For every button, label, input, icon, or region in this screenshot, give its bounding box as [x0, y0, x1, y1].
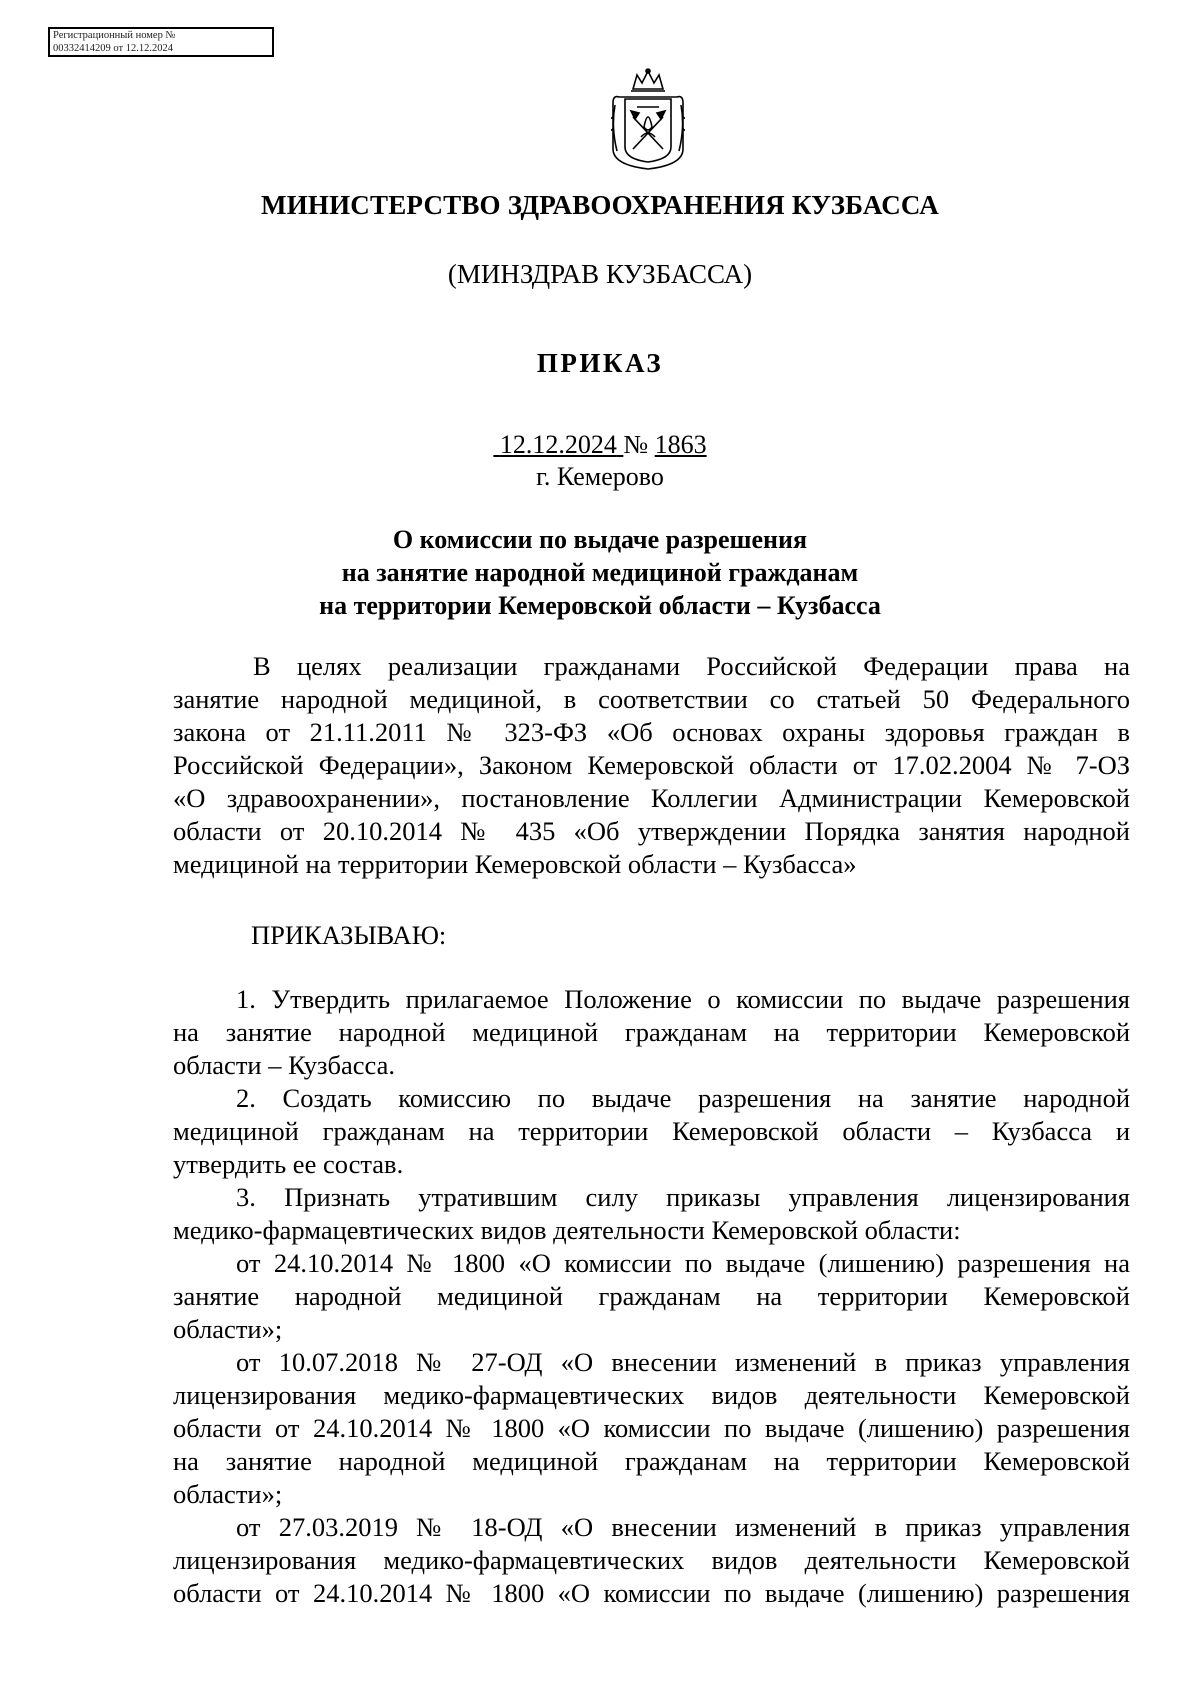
preamble-line: занятие народной медициной, в соответствии со статьей 50 Федерального [173, 684, 1130, 714]
kuzbass-coat-of-arms-icon [611, 67, 685, 171]
ministry-name: МИНИСТЕРСТВО ЗДРАВООХРАНЕНИЯ КУЗБАССА [261, 190, 939, 220]
repealed-order-2-line: области»; [173, 1479, 283, 1509]
ordering-word: ПРИКАЗЫВАЮ: [251, 920, 447, 950]
number-sign: № [623, 430, 649, 459]
order-items [173, 983, 1130, 1610]
preamble-line: «О здравоохранении», постановление Коллегии Администрации Кемеровской [173, 783, 1130, 813]
item-2-line: 2. Создать комиссию по выдаче разрешения на занятие народной [236, 1083, 1130, 1113]
preamble-line: медициной на территории Кемеровской области – Кузбасса» [173, 849, 857, 879]
preamble-line: В целях реализации гражданами Российской Федерации права на [253, 651, 1130, 681]
document-type-title: ПРИКАЗ [536, 348, 664, 378]
repealed-order-2-line: от 10.07.2018 № 27-ОД «О внесении изменений в приказ управления [236, 1347, 1130, 1377]
repealed-order-2-line: лицензирования медико-фармацевтических видов деятельности Кемеровской [173, 1380, 1130, 1410]
preamble-line: Российской Федерации», Законом Кемеровской области от 17.02.2004 № 7-ОЗ [173, 750, 1130, 780]
repealed-order-1-line: области»; [173, 1314, 283, 1344]
item-1-line: области – Кузбасса. [173, 1050, 395, 1080]
repealed-order-3-line: от 27.03.2019 № 18-ОД «О внесении изменений в приказ управления [236, 1512, 1130, 1542]
item-1-line: на занятие народной медициной гражданам на территории Кемеровской [173, 1017, 1130, 1047]
repealed-order-2-line: на занятие народной медициной гражданам на территории Кемеровской [173, 1446, 1130, 1476]
item-2-line: медициной гражданам на территории Кемеровской области – Кузбасса и [173, 1116, 1130, 1146]
registration-label: Регистрационный номер № [53, 30, 176, 41]
ministry-short-name: (МИНЗДРАВ КУЗБАССА) [447, 259, 753, 289]
preamble-paragraph [173, 650, 1130, 881]
preamble-line: области от 20.10.2014 № 435 «Об утверждении Порядка занятия народной [173, 816, 1130, 846]
order-number: 1863 [654, 430, 707, 459]
repealed-order-3-line: области от 24.10.2014 № 1800 «О комиссии по выдаче (лишению) разрешения [173, 1578, 1130, 1608]
repealed-order-2-line: области от 24.10.2014 № 1800 «О комиссии по выдаче (лишению) разрешения [173, 1413, 1130, 1443]
item-1-line: 1. Утвердить прилагаемое Положение о комиссии по выдаче разрешения [236, 984, 1130, 1014]
item-3-line: медико-фармацевтических видов деятельности Кемеровской области: [173, 1215, 961, 1245]
city: г. Кемерово [536, 462, 664, 491]
repealed-order-1-line: от 24.10.2014 № 1800 «О комиссии по выдаче (лишению) разрешения на [236, 1248, 1130, 1278]
repealed-order-1-line: занятие народной медициной гражданам на территории Кемеровской [173, 1281, 1130, 1311]
preamble-line: закона от 21.11.2011 № 323-ФЗ «Об основах охраны здоровья граждан в [173, 717, 1130, 747]
subject-line: О комиссии по выдаче разрешения [392, 525, 808, 554]
subject-line: на территории Кемеровской области – Кузбасса [319, 591, 881, 620]
order-date-number [0, 430, 1200, 460]
subject-line: на занятие народной медициной гражданам [341, 558, 859, 587]
item-2-line: утвердить ее состав. [173, 1149, 404, 1179]
registration-number: 00332414209 от 12.12.2024 [53, 42, 173, 54]
registration-stamp [48, 27, 274, 57]
repealed-order-3-line: лицензирования медико-фармацевтических видов деятельности Кемеровской [173, 1545, 1130, 1575]
order-date: 12.12.2024 [499, 430, 617, 459]
order-subject [0, 523, 1200, 622]
item-3-line: 3. Признать утратившим силу приказы управления лицензирования [236, 1182, 1130, 1212]
